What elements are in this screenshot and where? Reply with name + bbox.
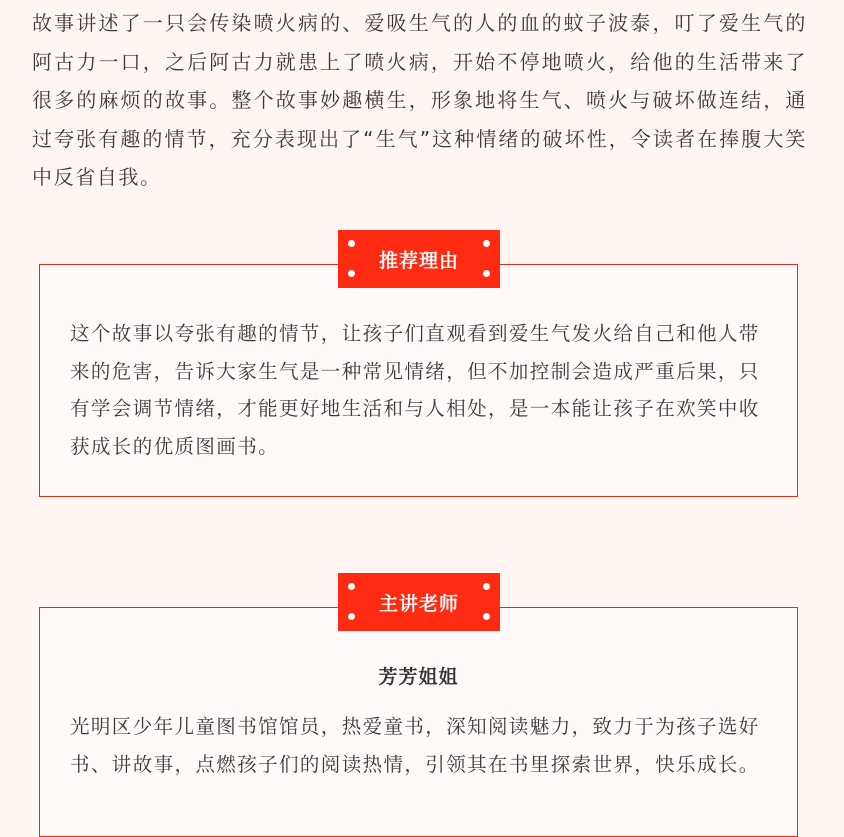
badge-dot-decoration — [348, 613, 355, 620]
badge-dot-decoration — [483, 583, 490, 590]
badge-dot-decoration — [348, 270, 355, 277]
badge-dot-decoration — [483, 240, 490, 247]
teacher-bio: 光明区少年儿童图书馆馆员，热爱童书，深知阅读魅力，致力于为孩子选好书、讲故事，点燃孩子们的阅读热情，引领其在书里探索世界，快乐成长。 — [70, 715, 760, 776]
badge-dot-decoration — [348, 240, 355, 247]
recommendation-card — [39, 264, 798, 497]
badge-dot-decoration — [348, 583, 355, 590]
badge-dot-decoration — [483, 613, 490, 620]
recommendation-badge — [338, 230, 500, 288]
teacher-badge-label: 主讲老师 — [378, 592, 459, 615]
recommendation-badge-label: 推荐理由 — [378, 249, 459, 272]
teacher-badge — [338, 573, 500, 631]
teacher-card — [39, 607, 798, 837]
badge-dot-decoration — [483, 270, 490, 277]
story-summary-paragraph: 故事讲述了一只会传染喷火病的、爱吸生气的人的血的蚊子波泰，叮了爱生气的阿古力一口，之后阿古力就患上了喷火病，开始不停地喷火，给他的生活带来了很多的麻烦的故事。整个故事妙趣横生，形象地将生气、喷火与破坏做连结，通过夸张有趣的情节，充分表现出了“生气”这种情绪的破坏性，令读者在捧腹大笑中反省自我。 — [32, 11, 807, 189]
teacher-name: 芳芳姐姐 — [378, 666, 459, 688]
recommendation-text: 这个故事以夸张有趣的情节，让孩子们直观看到爱生气发火给自己和他人带来的危害，告诉大家生气是一种常见情绪，但不加控制会造成严重后果，只有学会调节情绪，才能更好地生活和与人相处，是一本能让孩子在欢笑中收获成长的优质图画书。 — [70, 322, 760, 458]
